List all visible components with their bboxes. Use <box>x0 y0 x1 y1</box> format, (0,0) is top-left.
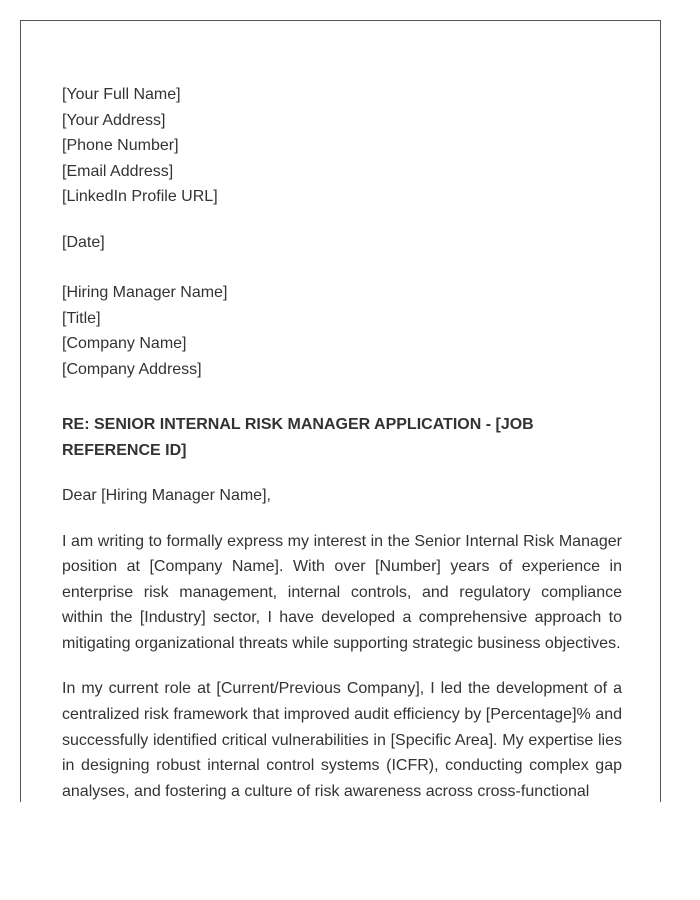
recipient-company-address: [Company Address] <box>62 360 202 378</box>
sender-linkedin: [LinkedIn Profile URL] <box>62 188 218 205</box>
recipient-name: [Hiring Manager Name] <box>62 284 228 301</box>
body-paragraph-2: In my current role at [Current/Previous Company], I led the development of a centralized risk framework that improved audit efficiency by [Percentage]% and successfully identified critical vulnerabilities in [Specific Area]. My expertise lies in designing robust internal control systems (ICFR), conducting complex gap analyses, and fostering a culture of risk awareness across cross-functional <box>62 680 622 800</box>
recipient-block <box>62 280 622 382</box>
recipient-title: [Title] <box>62 309 101 327</box>
sender-full-name: [Your Full Name] <box>62 86 181 103</box>
sender-phone: [Phone Number] <box>62 137 179 154</box>
sender-email: [Email Address] <box>62 162 174 180</box>
body-paragraph-1: I am writing to formally express my interest in the Senior Internal Risk Manager position at [Company Name]. With over [Number] years of experience in enterprise risk management, internal controls, and regulatory compliance within the [Industry] sector, I have developed a comprehensive approach to mitigating organizational threats while supporting strategic business objectives. <box>62 532 622 652</box>
document-page <box>20 20 661 802</box>
letter-date: [Date] <box>62 233 105 251</box>
cover-letter <box>62 82 622 802</box>
recipient-company: [Company Name] <box>62 335 187 352</box>
subject-line: RE: SENIOR INTERNAL RISK MANAGER APPLICATION - [JOB REFERENCE ID] <box>62 416 534 459</box>
salutation: Dear [Hiring Manager Name], <box>62 487 271 504</box>
sender-address: [Your Address] <box>62 111 166 129</box>
date-block <box>62 230 622 256</box>
sender-block <box>62 82 622 210</box>
